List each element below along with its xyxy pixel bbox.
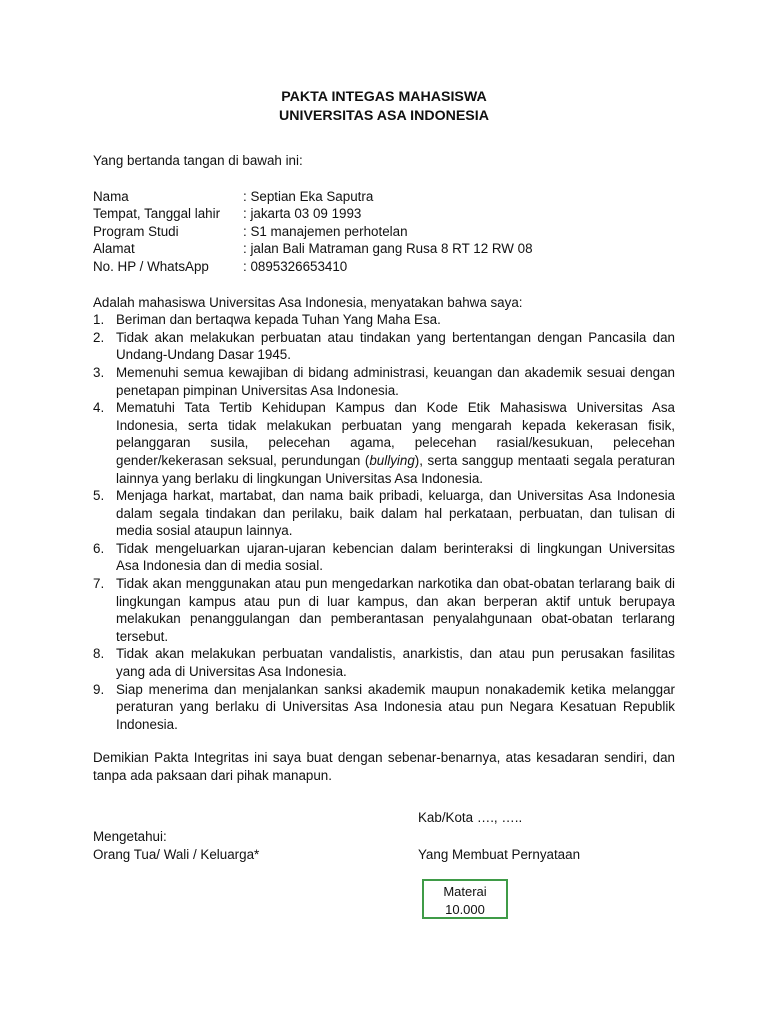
field-row-hp: [93, 258, 675, 276]
statement-lead: Adalah mahasiswa Universitas Asa Indonesia, menyatakan bahwa saya:: [93, 294, 523, 310]
closing-statement: Demikian Pakta Integritas ini saya buat dengan sebenar-benarnya, atas kesadaran sendiri, dan tanpa ada paksaan dari pihak manapun.: [93, 750, 675, 783]
stamp-line-2: 10.000: [445, 901, 485, 917]
list-text: Tidak akan menggunakan atau pun mengedarkan narkotika dan obat-obatan terlarang baik di lingkungan kampus atau pun di luar kampus, dan akan berperan aktif untuk berupaya melakukan penanggulangan dan pemberantasan penyalahgunaan obat-obatan terlarang tersebut.: [116, 576, 675, 644]
list-item: [93, 645, 675, 680]
list-text: Siap menerima dan menjalankan sanksi akademik maupun nonakademik ketika melanggar peraturan yang berlaku di Universitas Asa Indonesia atau pun Negara Kesatuan Republik Indonesia.: [116, 681, 675, 732]
place-date: Kab/Kota …., …..: [418, 809, 523, 825]
list-item: [93, 540, 675, 575]
list-text: Tidak akan melakukan perbuatan atau tindakan yang bertentangan dengan Pancasila dan Undang-Undang Dasar 1945.: [116, 329, 675, 363]
list-text-line: Asa Indonesia dan di media sosial.: [116, 558, 323, 574]
list-item: [93, 575, 675, 645]
field-value: : jalan Bali Matraman gang Rusa 8 RT 12 RW 08: [243, 241, 533, 257]
list-number: 6.: [93, 540, 105, 556]
signature-section: [93, 795, 675, 935]
stamp-box: [422, 879, 508, 919]
field-row-alamat: [93, 240, 675, 258]
list-text-part: ), serta sanggup mentaati segala peraturan lainnya yang berlaku di lingkungan Universitas Asa Indonesia.: [116, 452, 675, 486]
field-label: Alamat: [93, 241, 135, 257]
title-line-2: UNIVERSITAS ASA INDONESIA: [279, 108, 489, 124]
list-item: [93, 399, 675, 487]
list-text-emphasis: bullying: [369, 452, 415, 468]
field-value: : 0895326653410: [243, 258, 348, 274]
field-row-nama: [93, 188, 675, 206]
field-label: No. HP / WhatsApp: [93, 258, 209, 274]
list-item: [93, 487, 675, 540]
declarant-label: Yang Membuat Pernyataan: [418, 846, 581, 862]
list-text: Memenuhi semua kewajiban di bidang administrasi, keuangan dan akademik sesuai dengan penetapan pimpinan Universitas Asa Indonesia.: [116, 364, 675, 398]
acknowledged-label: Mengetahui:: [93, 828, 167, 844]
title-line-1: PAKTA INTEGAS MAHASISWA: [281, 89, 487, 105]
list-text: Menjaga harkat, martabat, dan nama baik pribadi, keluarga, dan Universitas Asa Indonesia dalam segala tindakan dan perilaku, baik dalam hal perkataan, perbuatan, dan tulisan di media sosial ataupun lainnya.: [116, 488, 675, 539]
list-item: [93, 329, 675, 364]
list-text: [116, 399, 675, 487]
list-text-line: Tidak mengeluarkan ujaran-ujaran kebencian dalam berinteraksi di lingkungan Universitas: [116, 540, 675, 556]
field-value: : Septian Eka Saputra: [243, 188, 374, 204]
field-row-prodi: [93, 223, 675, 241]
list-number: 8.: [93, 646, 105, 662]
list-number: 7.: [93, 576, 105, 592]
list-number: 4.: [93, 400, 105, 416]
stamp-line-1: Materai: [443, 883, 487, 899]
intro-text: Yang bertanda tangan di bawah ini:: [93, 153, 303, 168]
guardian-label: Orang Tua/ Wali / Keluarga*: [93, 846, 260, 862]
list-item: [93, 364, 675, 399]
list-number: 2.: [93, 329, 105, 345]
list-item: [93, 311, 675, 329]
list-number: 5.: [93, 488, 105, 504]
field-label: Tempat, Tanggal lahir: [93, 206, 221, 222]
list-number: 1.: [93, 312, 105, 328]
list-item: [93, 681, 675, 734]
document-page: [93, 88, 675, 935]
list-text: Tidak akan melakukan perbuatan vandalistis, anarkistis, dan atau pun perusakan fasilitas yang ada di Universitas Asa Indonesia.: [116, 646, 675, 680]
field-value: : S1 manajemen perhotelan: [243, 223, 408, 239]
field-label: Nama: [93, 188, 129, 204]
document-title: [93, 88, 675, 126]
identity-fields: [93, 188, 675, 276]
statement-list: [93, 311, 675, 733]
list-number: 9.: [93, 681, 105, 697]
list-number: 3.: [93, 364, 105, 380]
list-text: Beriman dan bertaqwa kepada Tuhan Yang Maha Esa.: [116, 312, 441, 328]
field-value: : jakarta 03 09 1993: [243, 206, 362, 222]
list-text-part: Mematuhi Tata Tertib Kehidupan Kampus dan Kode Etik Mahasiswa Universitas Asa Indonesia, serta tidak melakukan perbuatan yang mengarah kepada kekerasan fisik, pelanggaran susila, pelecehan agama, pelecehan rasial/kesukuan, pelecehan gender/kekerasan seksual, perundungan (: [116, 400, 675, 468]
field-row-ttl: [93, 205, 675, 223]
list-text: [116, 540, 675, 575]
field-label: Program Studi: [93, 223, 179, 239]
